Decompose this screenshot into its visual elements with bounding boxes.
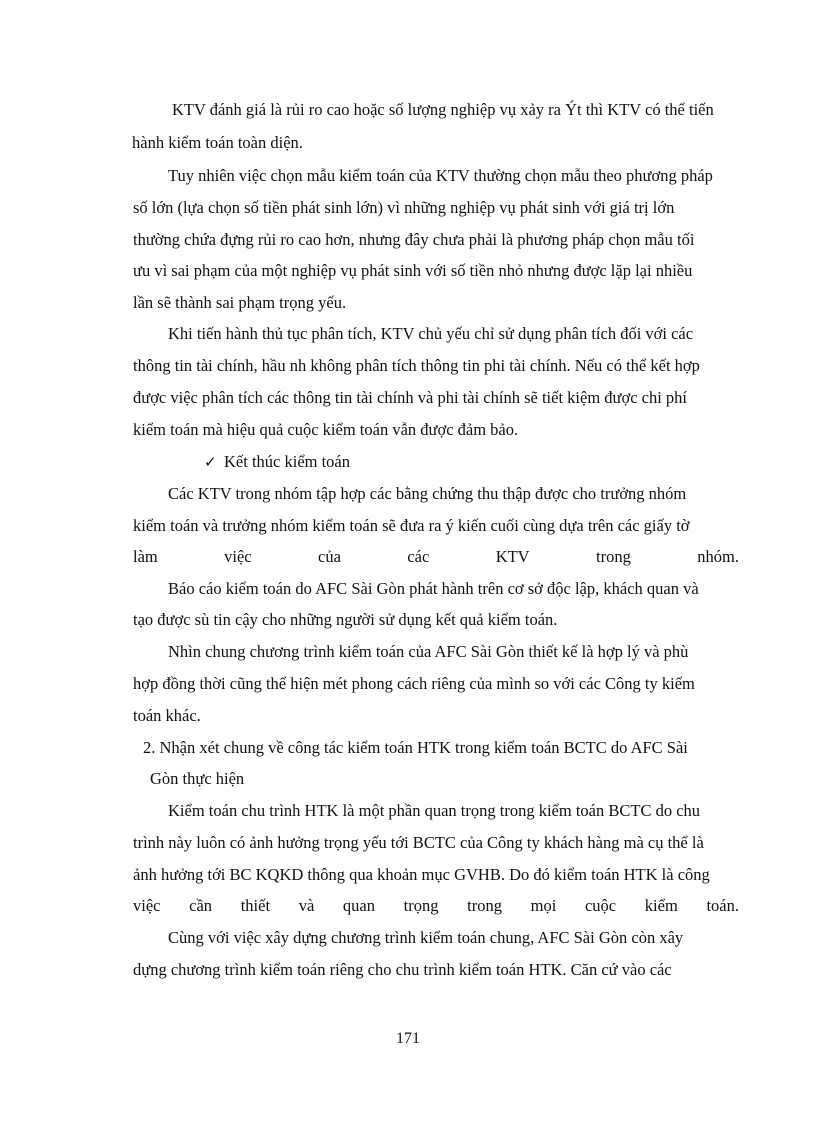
text-line: Báo cáo kiểm toán do AFC Sài Gòn phát hành trên cơ sở độc lập, khách quan và	[168, 579, 699, 598]
text-line: hợp đồng thời cũng thể hiện mét phong cách riêng của mình so với các Công ty kiểm	[133, 674, 695, 693]
text-line: kiểm toán mà hiệu quả cuộc kiểm toán vẫn được đảm bảo.	[133, 420, 519, 439]
word: làm	[133, 547, 158, 566]
justified-text-line	[133, 896, 739, 916]
text-line: ảnh hưởng tới BC KQKD thông qua khoản mục GVHB. Do đó kiểm toán HTK là công	[133, 865, 710, 884]
text-line: ưu vì sai phạm của một nghiệp vụ phát sinh với số tiền nhỏ nhưng được lặp lại nhiều	[133, 261, 693, 280]
text-line: thông tin tài chính, hầu nh không phân tích thông tin phi tài chính. Nếu có thể kết hợp	[133, 356, 700, 375]
word: toán.	[706, 896, 739, 915]
page-number: 171	[396, 1030, 420, 1047]
word: trong	[596, 547, 631, 566]
word: quan	[342, 896, 375, 915]
text-line: tạo được sù tin cậy cho những người sử dụng kết quả kiểm toán.	[133, 610, 558, 629]
text-line: được việc phân tích các thông tin tài chính và phi tài chính sẽ tiết kiệm được chi phí	[133, 388, 688, 407]
section-heading-ket-thuc	[204, 452, 350, 472]
text-line: hành kiểm toán toàn diện.	[132, 133, 303, 152]
word: cuộc	[584, 896, 617, 915]
word: các	[407, 547, 430, 566]
word: thiết	[240, 896, 271, 915]
text-line: toán khác.	[133, 706, 201, 725]
word: cần	[189, 896, 213, 915]
checkmark-icon: ✓	[204, 453, 217, 471]
text-line: dựng chương trình kiểm toán riêng cho chu trình kiểm toán HTK. Căn cứ vào các	[133, 960, 672, 979]
text-line: thường chứa đựng rủi ro cao hơn, nhưng đây chưa phải là phương pháp chọn mẫu tối	[133, 230, 695, 249]
text-line: trình này luôn có ảnh hưởng trọng yếu tới BCTC của Công ty khách hàng mà cụ thể là	[133, 833, 704, 852]
text-line: Nhìn chung chương trình kiểm toán của AFC Sài Gòn thiết kế là hợp lý và phù	[168, 642, 689, 661]
word: việc	[133, 896, 161, 915]
section-heading-label: Kết thúc kiểm toán	[224, 452, 351, 471]
word: trong	[467, 896, 502, 915]
word: trọng	[403, 896, 439, 915]
text-line: Khi tiến hành thủ tục phân tích, KTV chủ yếu chỉ sử dụng phân tích đối với các	[168, 324, 694, 343]
text-line: Cùng với việc xây dựng chương trình kiểm toán chung, AFC Sài Gòn còn xây	[168, 928, 684, 947]
word: nhóm.	[697, 547, 739, 566]
word: việc	[224, 547, 252, 566]
word: mọi	[530, 896, 557, 915]
text-line: lần sẽ thành sai phạm trọng yếu.	[133, 293, 347, 312]
text-line: Các KTV trong nhóm tập hợp các bằng chứng thu thập được cho trưởng nhóm	[168, 484, 687, 503]
text-line: KTV đánh giá là rủi ro cao hoặc số lượng nghiệp vụ xảy ra Ýt thì KTV có thể tiến	[172, 100, 714, 119]
word: và	[298, 896, 315, 915]
section-heading-2: 2. Nhận xét chung về công tác kiểm toán HTK trong kiểm toán BCTC do AFC Sài	[143, 738, 688, 757]
section-heading-2-continued: Gòn thực hiện	[150, 769, 245, 788]
text-line: Kiểm toán chu trình HTK là một phần quan trọng trong kiểm toán BCTC do chu	[168, 801, 701, 820]
text-line: Tuy nhiên việc chọn mẫu kiểm toán của KTV thường chọn mẫu theo phương pháp	[168, 166, 713, 185]
justified-text-line	[133, 547, 739, 567]
text-line: số lớn (lựa chọn số tiền phát sinh lớn) vì những nghiệp vụ phát sinh với giá trị lớn	[133, 198, 675, 217]
word: kiểm	[644, 896, 678, 915]
word: của	[318, 547, 341, 566]
text-line: kiểm toán và trưởng nhóm kiểm toán sẽ đưa ra ý kiến cuối cùng dựa trên các giấy tờ	[133, 516, 690, 535]
word: KTV	[495, 547, 530, 566]
